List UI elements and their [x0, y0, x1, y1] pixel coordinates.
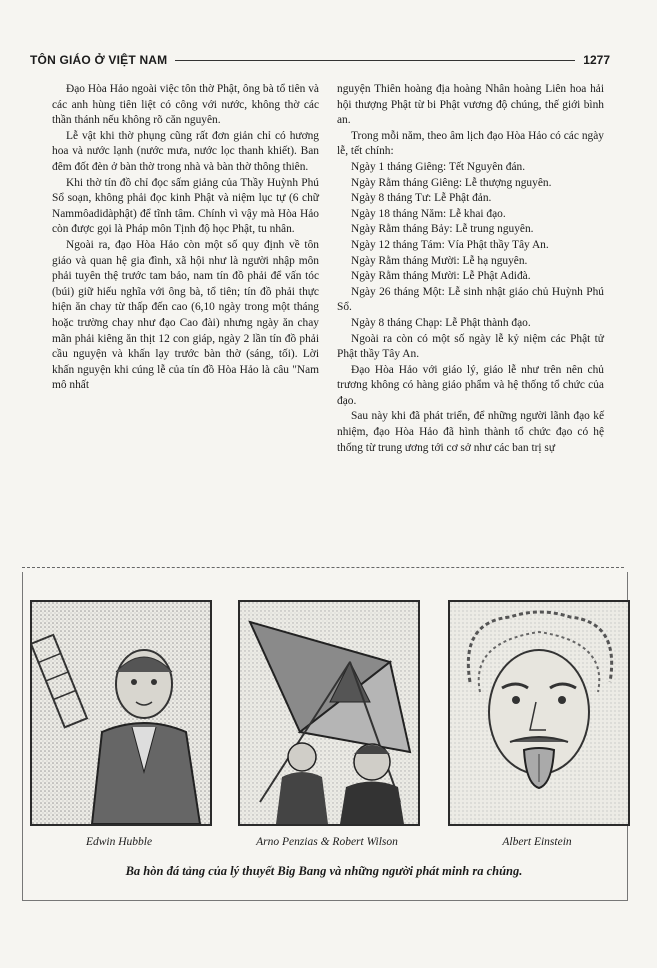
holiday-item: Ngày Rằm tháng Mười: Lễ hạ nguyên. — [351, 254, 528, 267]
holiday-item: Ngày 12 tháng Tám: Vía Phật thầy Tây An. — [351, 238, 549, 251]
paragraph: Ngoài ra còn có một số ngày lễ kỷ niệm các Phật tử Phật thầy Tây An. — [337, 332, 604, 361]
page-header — [30, 50, 610, 70]
portrait-name: Albert Einstein — [502, 836, 572, 848]
figure-caption: Ba hòn đá tảng của lý thuyết Big Bang và những người phát minh ra chúng. — [125, 864, 523, 878]
paragraph: Sau này khi đã phát triển, để những người lãnh đạo kế nhiệm, đạo Hòa Hảo đã hình thành tổ chức đạo có hệ thống từ trung ương tới cơ sở như các ban trị sự — [337, 410, 604, 454]
holiday-item: Ngày Rằm tháng Mười: Lễ Phật Adiđà. — [351, 270, 531, 283]
holiday-item: Ngày 8 tháng Tư: Lễ Phật đản. — [351, 192, 492, 205]
holiday-item: Ngày Rằm tháng Bảy: Lễ trung nguyên. — [351, 223, 534, 236]
header-rule — [175, 60, 575, 61]
paragraph: Đạo Hòa Hảo ngoài việc tôn thờ Phật, ông bà tổ tiên và các anh hùng tiên liệt có công với nước, không thờ các thần thánh nếu không rõ căn nguyên. — [52, 83, 319, 127]
holiday-item: Ngày Rằm tháng Giêng: Lễ thượng nguyên. — [351, 176, 552, 189]
page-number: 1277 — [583, 53, 610, 67]
portrait-name: Edwin Hubble — [85, 836, 153, 848]
holiday-item: Ngày 1 tháng Giêng: Tết Nguyên đán. — [351, 160, 526, 173]
running-title: TÔN GIÁO Ở VIỆT NAM — [30, 53, 168, 67]
right-column — [337, 82, 604, 456]
portrait-name: Arno Penzias & Robert Wilson — [256, 836, 398, 848]
paragraph: nguyện Thiên hoàng địa hoàng Nhân hoàng Liên hoa hải hội thượng Phật từ bi Phật vương độ chúng, thế giới bình an. — [337, 83, 604, 127]
portrait-hubble-icon — [30, 600, 212, 826]
paragraph: Lễ vật khi thờ phụng cũng rất đơn giản chỉ có hương hoa và nước lạnh (nước mưa, nước lọc thanh khiết). Ban đêm đốt đèn ở bàn thờ trong nhà và bàn thờ thông thiên. — [52, 129, 319, 173]
paragraph: Trong mỗi năm, theo âm lịch đạo Hòa Hảo có các ngày lễ, tết chính: — [337, 129, 604, 158]
paragraph: Ngoài ra, đạo Hòa Hảo còn một số quy định về tôn giáo và quan hệ gia đình, xã hội như là người nhập môn phải tuyên thệ trước tam bảo, nam tín đồ phải để vấn tóc (búi) giữ hiếu nghĩa với ông bà, tổ tiên; tín đồ phải thực hiện ăn chay từ thấp đến cao (6,10 ngày trong một tháng hoặc trường chay như đạo Cao đài) nhưng ngày ăn chay mãn phải kiêng ăn thịt 12 con giáp, ngày 2 lần tín đồ phải cầu nguyện và khấn lạy trước bàn thờ (sáng, tối). Lời khấn nguyện khi cúng lễ của tín đồ Hòa Hảo là câu "Nam mô nhất — [52, 238, 319, 392]
holiday-item: Ngày 26 tháng Một: Lễ sinh nhật giáo chủ Huỳnh Phú Sổ. — [337, 285, 604, 314]
left-column — [52, 82, 319, 394]
paragraph: Đạo Hòa Hảo với giáo lý, giáo lễ như trên nên chủ trương không có hàng giáo phẩm và hệ thống tổ chức của đạo. — [337, 363, 604, 407]
section-divider — [22, 567, 624, 568]
holiday-item: Ngày 8 tháng Chạp: Lễ Phật thành đạo. — [351, 316, 531, 329]
portrait-penzias-wilson-icon — [238, 600, 420, 826]
paragraph: Khi thờ tín đồ chỉ đọc sấm giảng của Thầy Huỳnh Phú Sổ soạn, không phải đọc kinh Phật và niệm lục tự (6 chữ Nammôadidàphật) để tĩnh tâm. Chính vì vậy mà Hòa Hảo còn được gọi là Pháp môn Tịnh độ học Phật, tu nhân. — [52, 176, 319, 236]
holiday-item: Ngày 18 tháng Năm: Lễ khai đạo. — [351, 207, 506, 220]
portrait-einstein-icon — [448, 600, 630, 826]
